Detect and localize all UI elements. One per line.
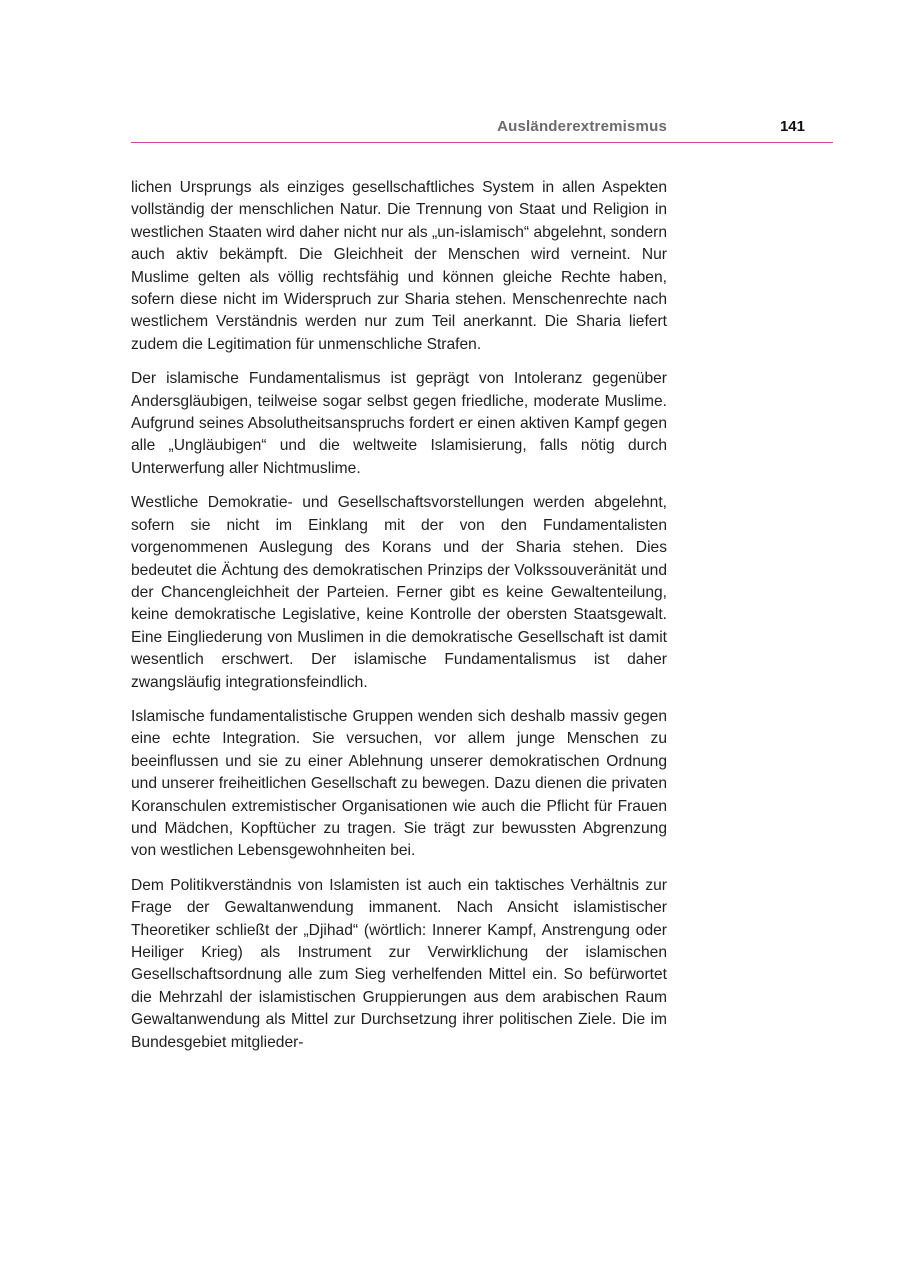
paragraph: Islamische fundamentalistische Gruppen wenden sich deshalb massiv gegen eine echte Integration. Sie versuchen, vor allem junge Menschen zu beeinflussen und sie zu einer Ablehnung unserer demokratischen Ordnung und unserer freiheitlichen Gesellschaft zu bewegen. Dazu dienen die privaten Koranschulen extremistischer Organisationen wie auch die Pflicht für Frauen und Mädchen, Kopftücher zu tragen. Sie trägt zur bewussten Abgrenzung von westlichen Lebensgewohnheiten bei. xyxy=(131,707,667,860)
body-text xyxy=(131,177,667,1066)
paragraph: Der islamische Fundamentalismus ist geprägt von Intoleranz gegenüber Andersgläubigen, teilweise sogar selbst gegen friedliche, moderate Muslime. Aufgrund seines Absolutheitsanspruchs fordert er einen aktiven Kampf gegen alle „Ungläubigen“ und die weltweite Islamisierung, falls nötig durch Unterwerfung aller Nichtmuslime. xyxy=(131,370,667,477)
running-header xyxy=(131,116,833,143)
page-number: 141 xyxy=(779,118,805,135)
paragraph: Dem Politikverständnis von Islamisten ist auch ein taktisches Verhältnis zur Frage der Gewaltanwendung immanent. Nach Ansicht islamistischer Theoretiker schließt der „Djihad“ (wörtlich: Innerer Kampf, Anstrengung oder Heiliger Krieg) als Instrument zur Verwirklichung der islamischen Gesellschaftsordnung alle zum Sieg verhelfenden Mittel ein. So befürwortet die Mehrzahl der islamistischen Gruppierungen aus dem arabischen Raum Gewaltanwendung als Mittel zur Durchsetzung ihrer politischen Ziele. Die im Bundesgebiet mitglieder- xyxy=(131,876,667,1051)
paragraph: Westliche Demokratie- und Gesellschaftsvorstellungen werden abgelehnt, sofern sie nicht im Einklang mit der von den Fundamentalisten vorgenommenen Auslegung des Korans und der Sharia stehen. Dies bedeutet die Ächtung des demokratischen Prinzips der Volkssouveränität und der Chancengleichheit der Parteien. Ferner gibt es keine Gewaltenteilung, keine demokratische Legislative, keine Kontrolle der obersten Staatsgewalt. Eine Eingliederung von Muslimen in die demokratische Gesellschaft ist damit wesentlich erschwert. Der islamische Fundamentalismus ist daher zwangsläufig integrationsfeindlich. xyxy=(131,494,667,691)
running-title: Ausländerextremismus xyxy=(497,118,667,135)
paragraph: lichen Ursprungs als einziges gesellschaftliches System in allen Aspekten vollständig der menschlichen Natur. Die Trennung von Staat und Religion in westlichen Staaten wird daher nicht nur als „un-islamisch“ abgelehnt, sondern auch aktiv bekämpft. Die Gleichheit der Menschen wird verneint. Nur Muslime gelten als völlig rechtsfähig und können gleiche Rechte haben, sofern diese nicht im Widerspruch zur Sharia stehen. Menschenrechte nach westlichem Verständnis werden nur zum Teil anerkannt. Die Sharia liefert zudem die Legitimation für unmenschliche Strafen. xyxy=(131,179,667,353)
